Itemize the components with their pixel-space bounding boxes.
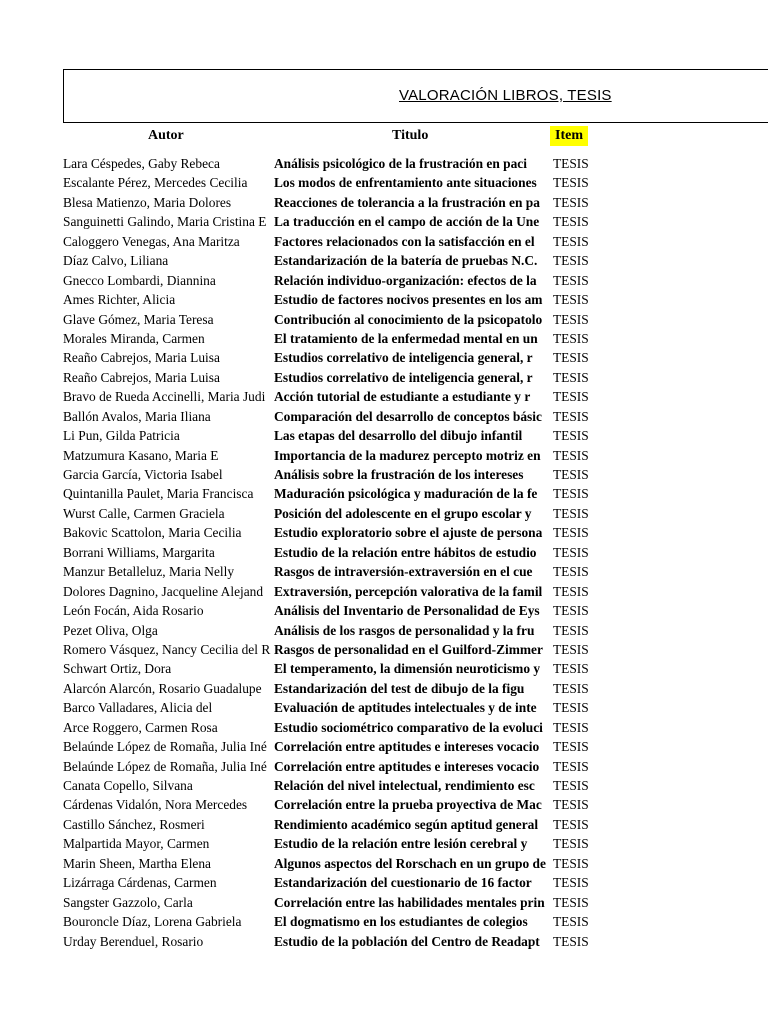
title-cell[interactable]: Análisis de los rasgos de personalidad y la fru	[274, 622, 535, 638]
title-cell[interactable]: Análisis psicológico de la frustración en paci	[274, 156, 527, 171]
title-cell[interactable]: Reacciones de tolerancia a la frustración en pa	[274, 194, 540, 210]
title-cell[interactable]: Correlación entre aptitudes e intereses vocacio	[274, 739, 540, 755]
author-cell[interactable]: León Focán, Aida Rosario	[63, 603, 204, 619]
title-cell[interactable]: Relación del nivel intelectual, rendimiento esc	[274, 778, 535, 793]
item-cell[interactable]: TESIS	[553, 661, 589, 677]
item-cell[interactable]: TESIS	[553, 739, 589, 755]
author-cell[interactable]: Romero Vásquez, Nancy Cecilia del R	[63, 641, 271, 657]
item-cell[interactable]: TESIS	[553, 641, 589, 657]
author-cell[interactable]: Gnecco Lombardi, Diannina	[63, 272, 216, 288]
author-cell[interactable]: Lizárraga Cárdenas, Carmen	[63, 875, 217, 891]
author-cell[interactable]: Blesa Matienzo, Maria Dolores	[63, 194, 232, 210]
title-cell[interactable]: Las etapas del desarrollo del dibujo infantil	[274, 428, 523, 444]
item-cell[interactable]: TESIS	[553, 156, 589, 171]
title-cell[interactable]: Comparación del desarrollo de conceptos básic	[274, 408, 542, 424]
item-cell[interactable]: TESIS	[553, 797, 589, 813]
title-cell[interactable]: Relación individuo-organización: efectos de la	[274, 272, 537, 288]
item-cell[interactable]: TESIS	[553, 214, 589, 230]
author-cell[interactable]: Dolores Dagnino, Jacqueline Alejand	[63, 583, 264, 599]
sheet-title: VALORACIÓN LIBROS, TESIS	[399, 87, 612, 104]
item-cell[interactable]: TESIS	[553, 894, 589, 910]
item-cell[interactable]: TESIS	[553, 350, 589, 366]
item-cell[interactable]: TESIS	[553, 622, 589, 638]
author-cell[interactable]: Castillo Sánchez, Rosmeri	[63, 816, 205, 832]
author-cell[interactable]: Canata Copello, Silvana	[63, 778, 193, 793]
author-cell[interactable]: Schwart Ortiz, Dora	[63, 661, 172, 677]
title-cell[interactable]: Algunos aspectos del Rorschach en un grupo de	[274, 855, 546, 871]
author-cell[interactable]: Matzumura Kasano, Maria E	[63, 447, 219, 463]
author-cell[interactable]: Bakovic Scattolon, Maria Cecilia	[63, 525, 242, 541]
title-cell[interactable]: Evaluación de aptitudes intelectuales y de inte	[274, 700, 537, 716]
title-cell[interactable]: Estudio de la relación entre lesión cerebral y	[274, 836, 528, 852]
column-header-item[interactable]: Item	[550, 126, 588, 146]
item-cell[interactable]: TESIS	[553, 700, 589, 716]
title-cell[interactable]: Estudio de la población del Centro de Readapt	[274, 933, 540, 949]
item-cell[interactable]: TESIS	[553, 253, 589, 269]
item-cell[interactable]: TESIS	[553, 467, 589, 482]
item-cell[interactable]: TESIS	[553, 583, 589, 599]
item-cell[interactable]: TESIS	[553, 875, 589, 891]
title-cell[interactable]: Importancia de la madurez percepto motriz en	[274, 447, 541, 463]
item-cell[interactable]: TESIS	[553, 525, 589, 541]
title-cell[interactable]: Análisis del Inventario de Personalidad de Eys	[274, 603, 540, 619]
item-cell[interactable]: TESIS	[553, 680, 589, 696]
item-cell[interactable]: TESIS	[553, 194, 589, 210]
author-cell[interactable]: Barco Valladares, Alicia del	[63, 700, 213, 716]
title-cell[interactable]: Estandarización del test de dibujo de la figu	[274, 680, 525, 696]
column-header-titulo[interactable]: Titulo	[392, 128, 429, 143]
item-cell[interactable]: TESIS	[553, 292, 589, 308]
title-cell[interactable]: El tratamiento de la enfermedad mental en un	[274, 330, 538, 346]
title-cell[interactable]: Correlación entre las habilidades mentales prin	[274, 894, 545, 910]
item-cell[interactable]: TESIS	[553, 544, 589, 560]
title-cell[interactable]: Estudios correlativo de inteligencia general, r	[274, 369, 533, 385]
item-cell[interactable]: TESIS	[553, 311, 589, 327]
author-cell[interactable]: Malpartida Mayor, Carmen	[63, 836, 210, 852]
item-cell[interactable]: TESIS	[553, 389, 589, 405]
author-cell[interactable]: Cárdenas Vidalón, Nora Mercedes	[63, 797, 248, 813]
title-cell[interactable]: El dogmatismo en los estudiantes de colegios	[274, 914, 528, 930]
author-cell[interactable]: Urday Berenduel, Rosario	[63, 933, 204, 949]
title-cell[interactable]: Estudio de factores nocivos presentes en los am	[274, 292, 543, 308]
title-cell[interactable]: Posición del adolescente en el grupo escolar y	[274, 505, 532, 521]
title-cell[interactable]: Rendimiento académico según aptitud general	[274, 816, 539, 832]
title-cell[interactable]: Análisis sobre la frustración de los intereses	[274, 467, 524, 482]
title-cell[interactable]: Extraversión, percepción valorativa de la famil	[274, 583, 543, 599]
item-cell[interactable]: TESIS	[553, 564, 589, 580]
title-cell[interactable]: Estandarización del cuestionario de 16 factor	[274, 875, 532, 891]
title-cell[interactable]: Factores relacionados con la satisfacción en el	[274, 233, 535, 249]
author-cell[interactable]: Morales Miranda, Carmen	[63, 330, 205, 346]
author-cell[interactable]: Reaño Cabrejos, Maria Luisa	[63, 369, 220, 385]
item-cell[interactable]: TESIS	[553, 933, 589, 949]
item-cell[interactable]: TESIS	[553, 233, 589, 249]
title-cell[interactable]: Estudio exploratorio sobre el ajuste de persona	[274, 525, 543, 541]
author-cell[interactable]: Bouroncle Díaz, Lorena Gabriela	[63, 914, 242, 930]
author-cell[interactable]: Li Pun, Gilda Patricia	[63, 428, 180, 444]
item-cell[interactable]: TESIS	[553, 816, 589, 832]
title-box	[63, 69, 768, 123]
author-cell[interactable]: Alarcón Alarcón, Rosario Guadalupe	[63, 680, 262, 696]
author-cell[interactable]: Ames Richter, Alicia	[63, 292, 176, 308]
item-cell[interactable]: TESIS	[553, 428, 589, 444]
title-cell[interactable]: Contribución al conocimiento de la psicopatolo	[274, 311, 543, 327]
title-cell[interactable]: El temperamento, la dimensión neuroticismo y	[274, 661, 541, 677]
title-cell[interactable]: Rasgos de personalidad en el Guilford-Zimmer	[274, 641, 543, 657]
item-cell[interactable]: TESIS	[553, 719, 589, 735]
title-cell[interactable]: Correlación entre aptitudes e intereses vocacio	[274, 758, 540, 774]
author-cell[interactable]: Belaúnde López de Romaña, Julia Iné	[63, 758, 267, 774]
title-cell[interactable]: Estudios correlativo de inteligencia general, r	[274, 350, 533, 366]
author-cell[interactable]: Marin Sheen, Martha Elena	[63, 855, 211, 871]
column-header-autor[interactable]: Autor	[148, 128, 184, 143]
author-cell[interactable]: Pezet Oliva, Olga	[63, 622, 158, 638]
author-cell[interactable]: Wurst Calle, Carmen Graciela	[63, 505, 225, 521]
author-cell[interactable]: Díaz Calvo, Liliana	[63, 253, 169, 269]
item-cell[interactable]: TESIS	[553, 778, 589, 793]
item-cell[interactable]: TESIS	[553, 486, 589, 502]
item-cell[interactable]: TESIS	[553, 272, 589, 288]
author-cell[interactable]: Lara Céspedes, Gaby Rebeca	[63, 156, 220, 171]
author-cell[interactable]: Belaúnde López de Romaña, Julia Iné	[63, 739, 267, 755]
item-cell[interactable]: TESIS	[553, 758, 589, 774]
author-cell[interactable]: Quintanilla Paulet, Maria Francisca	[63, 486, 254, 502]
author-cell[interactable]: Garcia García, Victoria Isabel	[63, 467, 223, 482]
title-cell[interactable]: Estandarización de la batería de pruebas N.C.	[274, 253, 538, 269]
author-cell[interactable]: Borrani Williams, Margarita	[63, 544, 215, 560]
title-cell[interactable]: Correlación entre la prueba proyectiva de Mac	[274, 797, 542, 813]
author-cell[interactable]: Bravo de Rueda Accinelli, Maria Judi	[63, 389, 266, 405]
title-cell[interactable]: Estudio de la relación entre hábitos de estudio	[274, 544, 537, 560]
title-cell[interactable]: Estudio sociométrico comparativo de la evoluci	[274, 719, 543, 735]
item-cell[interactable]: TESIS	[553, 447, 589, 463]
author-cell[interactable]: Ballón Avalos, Maria Iliana	[63, 408, 211, 424]
author-cell[interactable]: Escalante Pérez, Mercedes Cecilia	[63, 175, 248, 191]
item-cell[interactable]: TESIS	[553, 369, 589, 385]
item-cell[interactable]: TESIS	[553, 505, 589, 521]
item-cell[interactable]: TESIS	[553, 914, 589, 930]
author-cell[interactable]: Arce Roggero, Carmen Rosa	[63, 719, 218, 735]
author-cell[interactable]: Sangster Gazzolo, Carla	[63, 894, 193, 910]
item-cell[interactable]: TESIS	[553, 408, 589, 424]
title-cell[interactable]: Maduración psicológica y maduración de la fe	[274, 486, 538, 502]
author-cell[interactable]: Glave Gómez, Maria Teresa	[63, 311, 214, 327]
item-cell[interactable]: TESIS	[553, 330, 589, 346]
author-cell[interactable]: Sanguinetti Galindo, Maria Cristina E	[63, 214, 267, 230]
item-cell[interactable]: TESIS	[553, 603, 589, 619]
title-cell[interactable]: Los modos de enfrentamiento ante situaciones	[274, 175, 537, 191]
item-cell[interactable]: TESIS	[553, 175, 589, 191]
title-cell[interactable]: Rasgos de intraversión-extraversión en el cue	[274, 564, 533, 580]
item-cell[interactable]: TESIS	[553, 855, 589, 871]
author-cell[interactable]: Caloggero Venegas, Ana Maritza	[63, 233, 240, 249]
item-cell[interactable]: TESIS	[553, 836, 589, 852]
author-cell[interactable]: Reaño Cabrejos, Maria Luisa	[63, 350, 220, 366]
title-cell[interactable]: La traducción en el campo de acción de la Une	[274, 214, 540, 230]
author-cell[interactable]: Manzur Betalleluz, Maria Nelly	[63, 564, 235, 580]
title-cell[interactable]: Acción tutorial de estudiante a estudiante y r	[274, 389, 531, 405]
